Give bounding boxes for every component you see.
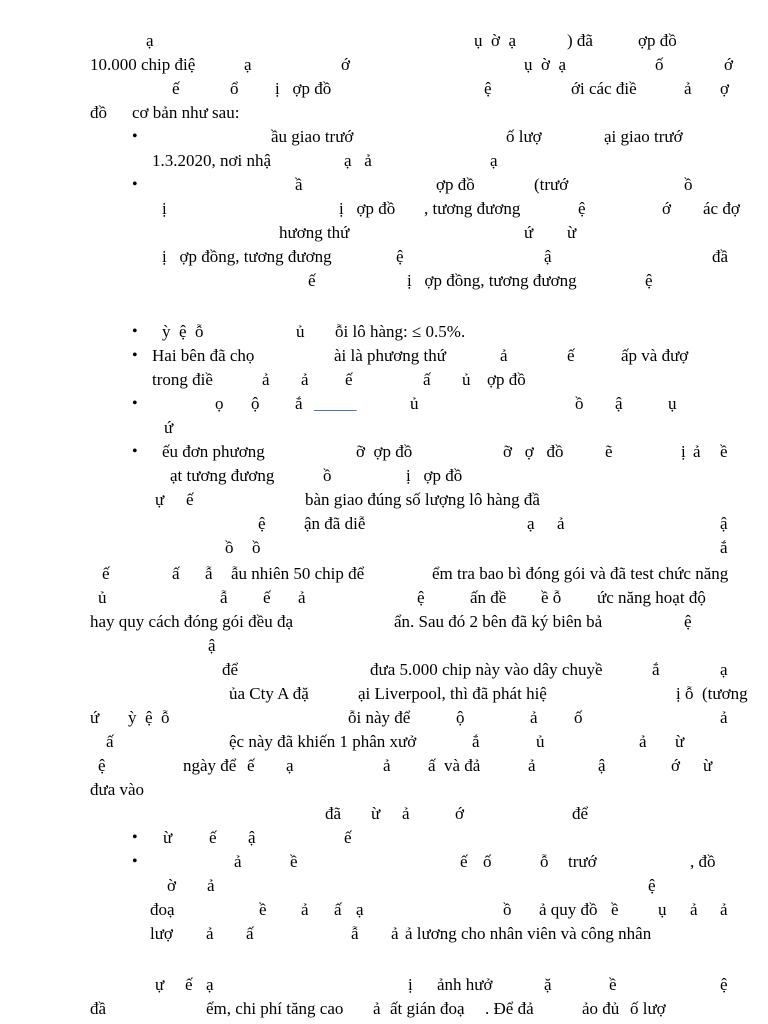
text-fragment: ế	[247, 756, 255, 775]
text-fragment: ề	[609, 975, 617, 994]
text-fragment: hay quy cách đóng gói đều đạ	[90, 612, 293, 631]
bullet-icon: •	[132, 176, 138, 193]
text-fragment: ạ	[146, 31, 154, 50]
text-fragment: ợp đồ	[638, 31, 677, 50]
text-fragment: và đả	[444, 756, 481, 775]
text-fragment: ẫu nhiên 50 chip để	[231, 564, 365, 583]
text-fragment: đưa 5.000 chip này vào dây chuyề	[370, 660, 603, 679]
text-fragment: ảo đủ	[582, 999, 620, 1018]
text-fragment: ế	[345, 370, 353, 389]
text-fragment: ỳ ệ ỗ	[162, 322, 204, 341]
text-fragment: ấ	[334, 900, 342, 919]
blank-link[interactable]: _____	[314, 394, 357, 413]
text-fragment: 10.000 chip điệ	[90, 55, 196, 74]
text-fragment: đã	[325, 804, 342, 823]
text-fragment: ề	[259, 900, 267, 919]
text-fragment: ị ỗ	[676, 684, 694, 703]
text-fragment: ề ỗ	[541, 588, 562, 607]
bullet-line	[0, 125, 768, 149]
text-fragment: (tương	[702, 684, 748, 703]
text-fragment: ồ	[503, 900, 512, 919]
text-fragment: ả	[373, 999, 381, 1018]
text-line	[0, 536, 768, 560]
text-fragment: ận đã diễ	[304, 514, 366, 533]
text-line	[0, 898, 768, 922]
text-fragment: ỗ	[540, 852, 549, 871]
text-fragment: ề	[720, 442, 728, 461]
text-fragment: ổ	[230, 79, 239, 98]
text-line	[0, 586, 768, 610]
text-fragment: ế	[186, 490, 194, 509]
text-line	[0, 730, 768, 754]
text-fragment: ớ	[662, 199, 671, 218]
text-fragment: ế	[172, 79, 180, 98]
text-fragment: ất gián đoạ	[390, 999, 465, 1018]
text-line	[0, 754, 768, 778]
text-fragment: ỗi này để	[348, 708, 411, 727]
bullet-line	[0, 320, 768, 344]
text-fragment: ả	[301, 900, 309, 919]
text-line	[0, 634, 768, 658]
bullet-icon: •	[132, 829, 138, 846]
text-fragment: ạ	[490, 151, 498, 170]
text-fragment: ị	[681, 442, 686, 461]
text-fragment: ố	[483, 852, 492, 871]
text-line	[0, 973, 768, 997]
text-fragment: ậ	[544, 247, 552, 266]
text-fragment: ả quy đồ	[539, 900, 598, 919]
text-fragment: ụ ờ ạ	[524, 55, 567, 74]
text-fragment: ả lương cho nhân viên và công nhân	[405, 924, 652, 943]
text-fragment: lượ	[150, 924, 173, 943]
text-fragment: ả	[262, 370, 270, 389]
text-fragment: ỳ ệ ỗ	[128, 708, 170, 727]
text-fragment: ế	[263, 588, 271, 607]
text-fragment: ủ	[410, 394, 419, 413]
text-line	[0, 488, 768, 512]
text-line	[0, 610, 768, 634]
text-fragment: ậ	[598, 756, 606, 775]
text-line	[0, 562, 768, 586]
text-fragment: ự	[155, 975, 165, 994]
text-fragment: ợp đồ	[436, 175, 475, 194]
text-fragment: ả	[693, 442, 701, 461]
text-line	[0, 416, 768, 440]
text-fragment: ị ợp đồng, tương đương	[162, 247, 332, 266]
text-fragment: ả	[301, 370, 309, 389]
text-line	[0, 245, 768, 269]
text-fragment: ề	[290, 852, 298, 871]
bullet-line	[0, 826, 768, 850]
bullet-icon: •	[132, 395, 138, 412]
text-fragment: đoạ	[150, 900, 175, 919]
text-fragment: ừ	[163, 828, 173, 847]
text-fragment: ợ	[720, 79, 729, 98]
text-fragment: ủa Cty A đặ	[229, 684, 309, 703]
bullet-line	[0, 440, 768, 464]
text-fragment: đồ	[90, 103, 107, 122]
text-fragment: ủ	[462, 370, 471, 389]
text-fragment: ủ	[296, 322, 305, 341]
text-fragment: ệ	[684, 612, 692, 631]
text-fragment: ồ	[684, 175, 693, 194]
text-fragment: ố	[574, 708, 583, 727]
text-fragment: ủ	[98, 588, 107, 607]
text-fragment: ấ	[428, 756, 436, 775]
text-fragment: ệ	[484, 79, 492, 98]
text-fragment: ộ	[251, 394, 260, 413]
bullet-line	[0, 850, 768, 874]
text-fragment: trướ	[568, 852, 597, 871]
text-fragment: ả	[207, 876, 215, 895]
text-line	[0, 149, 768, 173]
text-fragment: ệ	[417, 588, 425, 607]
text-fragment: trong điề	[152, 370, 213, 389]
bullet-icon: •	[132, 128, 138, 145]
bullet-line	[0, 173, 768, 197]
text-fragment: ứ	[90, 708, 100, 727]
text-fragment: ạ	[720, 660, 728, 679]
text-fragment: ọ	[215, 394, 224, 413]
text-fragment: ấp và đượ	[621, 346, 689, 365]
bullet-line	[0, 344, 768, 368]
text-fragment: ố	[655, 55, 664, 74]
text-fragment: ị ợp đồng, tương đương	[407, 271, 577, 290]
text-fragment: ệc này đã khiến 1 phân xưở	[229, 732, 417, 751]
text-fragment: ả	[690, 900, 698, 919]
text-fragment: ệ	[98, 756, 106, 775]
text-fragment: ả	[234, 852, 242, 871]
text-fragment: ậ	[248, 828, 256, 847]
text-line	[0, 368, 768, 392]
text-fragment: ấn đề	[470, 588, 507, 607]
text-fragment: ệ	[645, 271, 653, 290]
text-fragment: để	[572, 804, 589, 823]
text-line	[0, 221, 768, 245]
text-fragment: đầ	[90, 999, 107, 1018]
text-fragment: ớ	[724, 55, 733, 74]
text-fragment: ạ	[356, 900, 364, 919]
text-fragment: ểm tra bao bì đóng gói và đã test chức năng	[432, 564, 729, 583]
text-fragment: ủ	[536, 732, 545, 751]
text-fragment: ầ	[295, 175, 303, 194]
text-fragment: ậ	[615, 394, 623, 413]
text-fragment: ề	[611, 900, 619, 919]
text-fragment: ạ	[244, 55, 252, 74]
text-fragment: ả	[402, 804, 410, 823]
text-fragment: ạ	[206, 975, 214, 994]
text-fragment: ố lượ	[630, 999, 666, 1018]
text-fragment: ) đã	[567, 31, 593, 50]
text-fragment: ừ	[703, 756, 713, 775]
text-fragment: ớ	[455, 804, 464, 823]
text-fragment: ừ	[567, 223, 577, 242]
text-fragment: ậ	[720, 514, 728, 533]
text-fragment: ại Liverpool, thì đã phát hiệ	[358, 684, 547, 703]
text-fragment: ị	[162, 199, 167, 218]
text-fragment: ả	[639, 732, 647, 751]
text-fragment: ạ	[286, 756, 294, 775]
text-fragment: ụ ờ ạ	[474, 31, 517, 50]
bullet-icon: •	[132, 443, 138, 460]
text-line	[0, 197, 768, 221]
text-fragment: ả	[298, 588, 306, 607]
text-fragment: ẩn. Sau đó 2 bên đã ký biên bả	[394, 612, 603, 631]
text-fragment: ắ	[295, 394, 303, 413]
text-line	[0, 77, 768, 101]
bullet-icon: •	[132, 347, 138, 364]
text-fragment: ệ	[396, 247, 404, 266]
text-fragment: . Để đả	[485, 999, 534, 1018]
text-fragment: ới các điề	[571, 79, 637, 98]
text-fragment: ồ	[225, 538, 234, 557]
text-fragment: ả	[684, 79, 692, 98]
text-fragment: ếu đơn phương	[162, 442, 265, 461]
text-fragment: ứ	[164, 418, 174, 437]
text-fragment: ế	[185, 975, 193, 994]
text-fragment: ồ	[323, 466, 332, 485]
text-fragment: ệ	[258, 514, 266, 533]
text-fragment: , đồ	[690, 852, 716, 871]
text-line	[0, 464, 768, 488]
text-line	[0, 101, 768, 125]
text-fragment: ác đợ	[703, 199, 740, 218]
text-fragment: ệ	[578, 199, 586, 218]
text-line	[0, 269, 768, 293]
text-line	[0, 874, 768, 898]
text-fragment: ả	[720, 900, 728, 919]
text-fragment: ị ợp đồ	[406, 466, 463, 485]
text-fragment: ắ	[720, 538, 728, 557]
text-fragment: ả	[720, 708, 728, 727]
text-fragment: ị ợp đồ	[275, 79, 332, 98]
text-fragment: ẫ	[351, 924, 359, 943]
text-fragment: ả	[530, 708, 538, 727]
text-fragment: ngày để	[183, 756, 237, 775]
text-fragment: ả	[391, 924, 399, 943]
text-fragment: ồ	[575, 394, 584, 413]
text-fragment: ố lượ	[506, 127, 542, 146]
text-fragment: ế	[102, 564, 110, 583]
text-fragment: ếm, chi phí tăng cao	[206, 999, 344, 1018]
text-fragment: cơ bản như sau:	[132, 103, 240, 122]
text-fragment: , tương đương	[424, 199, 521, 218]
text-fragment: ặ	[544, 975, 552, 994]
text-fragment: ả	[528, 756, 536, 775]
text-fragment: đưa vào	[90, 780, 145, 799]
text-fragment: ứ	[524, 223, 534, 242]
text-fragment: ị	[408, 975, 413, 994]
text-fragment: ớ	[341, 55, 350, 74]
text-line	[0, 778, 768, 802]
text-fragment: ế	[308, 271, 316, 290]
text-fragment: ẫ	[220, 588, 228, 607]
text-fragment: ế	[344, 828, 352, 847]
text-fragment: bàn giao đúng số lượng lô hàng đầ	[305, 490, 540, 509]
text-line	[0, 682, 768, 706]
text-fragment: ấ	[172, 564, 180, 583]
text-fragment: ẫ	[205, 564, 213, 583]
bullet-icon: •	[132, 853, 138, 870]
text-fragment: ạ ả	[344, 151, 372, 170]
text-fragment: ầu giao trướ	[271, 127, 354, 146]
text-fragment: (trướ	[534, 175, 569, 194]
text-line	[0, 512, 768, 536]
text-fragment: Hai bên đã chọ	[152, 346, 255, 365]
bullet-line	[0, 392, 768, 416]
text-fragment: ế	[567, 346, 575, 365]
text-fragment: để	[222, 660, 239, 679]
text-fragment: 1.3.2020, nơi nhậ	[152, 151, 272, 170]
text-line	[0, 29, 768, 53]
text-fragment: ậ	[208, 636, 216, 655]
text-fragment: ắ	[472, 732, 480, 751]
text-fragment: ẽ	[605, 442, 613, 461]
text-fragment: ả	[557, 514, 565, 533]
text-fragment: ừ	[675, 732, 685, 751]
text-fragment: ạt tương đương	[170, 466, 275, 485]
text-fragment: ả	[206, 924, 214, 943]
text-fragment: ị ợp đồ	[339, 199, 396, 218]
text-fragment: ờ	[167, 876, 176, 895]
text-line	[0, 658, 768, 682]
text-fragment: ự	[155, 490, 165, 509]
text-fragment: ả	[383, 756, 391, 775]
text-fragment: ớ	[671, 756, 680, 775]
text-fragment: ỗi lô hàng: ≤ 0.5%.	[335, 322, 466, 341]
text-fragment: ức năng hoạt độ	[597, 588, 706, 607]
text-fragment: ạ	[527, 514, 535, 533]
text-fragment: ừ	[371, 804, 381, 823]
text-line	[0, 802, 768, 826]
text-line	[0, 53, 768, 77]
text-fragment: ụ	[658, 900, 667, 919]
text-fragment: ắ	[652, 660, 660, 679]
text-fragment: ấ	[246, 924, 254, 943]
text-line	[0, 997, 768, 1021]
text-fragment: hương thứ	[279, 223, 350, 242]
text-fragment: ảnh hưở	[437, 975, 493, 994]
text-fragment: ế	[460, 852, 468, 871]
text-fragment: ỡ ợp đồ	[356, 442, 413, 461]
text-fragment: ệ	[720, 975, 728, 994]
text-fragment: ấ	[423, 370, 431, 389]
text-fragment: ệ	[648, 876, 656, 895]
text-line	[0, 706, 768, 730]
text-fragment: ấ	[106, 732, 114, 751]
text-fragment: ụ	[668, 394, 677, 413]
text-fragment: ài là phương thứ	[334, 346, 446, 365]
text-fragment: ế	[209, 828, 217, 847]
text-fragment: ợp đồ	[487, 370, 526, 389]
text-fragment: đầ	[712, 247, 729, 266]
text-fragment: ả	[500, 346, 508, 365]
text-fragment: ồ	[252, 538, 261, 557]
text-fragment: ỡ ợ đồ	[503, 442, 564, 461]
bullet-icon: •	[132, 323, 138, 340]
text-fragment: ộ	[456, 708, 465, 727]
text-line	[0, 922, 768, 946]
text-fragment: ại giao trướ	[604, 127, 683, 146]
